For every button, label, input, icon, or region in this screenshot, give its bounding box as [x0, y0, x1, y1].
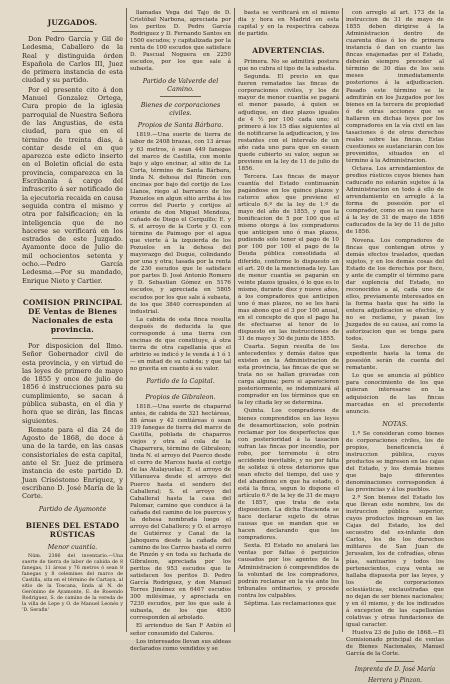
section-heading-juzgados: JUZGADOS. — [47, 18, 98, 27]
paragraph: con arreglo al art. 173 de la instruccion de 31 de mayo de 1855 deben dirigirse á la Administracion dentro de cuarenta días ó los de primera instancia ó dan en cuanto las fincas enajenadas por el Estado, deberán siempre preceder al término de 30 días de los seis meses inmediatamente posteriores á la adjudicacion. Pasado este término se le admitirán en los Juzgados por los bienes en la tercera de propiedad ó de otras acciones que se hallaren en dichas leyes por los compradores en la vía civil en las tasaciones ó de otros derechos reales sobre las fincas. Estas cuestiones se sustanciarán con los prevenidos, situados en el término á la Administracion. — [346, 10, 444, 164]
section-heading-comision: COMISION PRINCIPAL DE Ventas de Bienes Nacionales de esta provincia. — [22, 297, 123, 334]
subheading: Bienes de corporaciones civiles. — [140, 101, 221, 118]
subheading: Menor cuantía. — [47, 542, 98, 551]
paragraph: 1819.—Una suerte de tierra de labor de 2408 brazas, con 13 áreas y 63 metros, ó sean 449 fanegas del marco de Castilla, con monte bajo y algo encinar, al sitio de La Corta, término de Santa Bárbara, linda N. dehesa del Rincón con encinas por bajo del cortijo de Los Llanos, riego al barranco de los Pozuelos en algun sitio arriba á los cerros del Puerto y cortijos al oriente de don Miguel Mendoza, cuñado de Diego el Cerquillo; E. y S. el arroyo de la Corte y O. con término de Paimogo por el agua que vierte á la izquierda de los Pozuelos en la dehesa del mayorazgo del Duque, colindando por una y otra; tasada por la renta de 230 escudos que le satisface por partes D. José Antonio Romero y D. Sebastian Gómez en 5176 escudos, y apreciada en 5805 escudos por los que sale á subasta, de los que 3840 corresponden al industrial. — [130, 132, 231, 315]
subheading-notas: NOTAS. — [382, 419, 408, 428]
paragraph: llamadas Vega del Tajo de D. Cristóbal Narbona, apreciada por los peritos D. Pedro García Rodriguez y D. Fernando Santos en 1500 escudos; y capitalizada por la renta de 100 escudos que satisface D. Pascual Noguera en 2250 escudos, por los que sale á subasta. — [130, 10, 231, 73]
paragraph: 2.ª Son bienes del Estado los que llevan este nombre, los de instruccion pública superior, cuyos productos ingresan en las Cajas del Estado, los del secuestro del ex-infante don Carlos, los de los derechos militares de San Juan de Jerusalen, los de cofradías, obras pías, santuarios y todos los pertenecientes, cuya venta se hallaba dispuesta por las leyes, y los de corporaciones eclesiásticas, exclaustradas que no dejan de ser bienes nacionales; y en él mismo, y de los indicados á excepcion de las capellanías colativas y otras fundaciones de igual caracter. — [346, 495, 444, 628]
printer-imprint: Herrera y Pinzon. — [367, 677, 423, 684]
paragraph: Por disposicion del Ilmo. Señor Gobernador civil de esta provincia, y en virtud de las leyes de primero de mayo de 1855 y once de julio de 1856 é instrucciones para su cumplimiento, se sacan á pública subasta, en el dia y hora que se dirán, las fincas siguientes. — [22, 341, 123, 425]
paragraph: Octava. Los arrendamientos de predios rústicos cuyos bienes han caducado no estarán sujetos á la Administracion en todo á ello de arrendamiento en arreglo á la forma de posesión por el comprador, como en su caso hace á la ley de 31 de mayo de 1856 caducados de la ley de 11 de julio de 1856. — [346, 166, 444, 236]
paragraph: El arrienduo de San F Antón el señor consumido del Caleros. — [130, 623, 231, 637]
paragraph: Huelva 23 de Julio de 1868.—El Comisionado principal de ventas de Bienes Nacionales, Manuel García de la Corte. — [346, 629, 444, 658]
subheading: Propios de Santa Bárbara. — [137, 121, 224, 130]
divider — [160, 388, 201, 389]
column-rule — [234, 8, 235, 632]
paragraph: Sexta. El Estado no anulará las ventas por faltas ó perjuicios causados por los agentes de la Administracion ó comprendidos de la voluntad de los compradores, podrán reclamar en la vía ante los tribunales ordinarios, y procede contra los culpables. — [238, 543, 339, 599]
paragraph: Séptima. Las reclamaciones que — [244, 600, 336, 607]
paragraph: Novena. Los compradores de fincas que contengan otros y demás efectos traslados, quedan sujetos, y en los demás cosas del Estado de los derechos por fisco, y ante de cumplir el término para dar suplencia del Estado, no reconocidos a al, cada uno de ellos, previamente interesados en la forma hasta que ha sido la entera adjudicacion se efectúe, y no se reclame, y pasan los Juzgados de su causa, así como la autorizacion que se tenga para todos. — [346, 237, 444, 343]
paragraph: Núm. 2386 del inventario.—Una suerte de tierra de labor de cabida de 8 fanegas, 11 áreas y 76 metros ó sean 8 fanegas y 8 celemines del marco de Castilla, sita en el término de Cartaya, al sitio de la Toscana, linda al N. de Gerónimo de Ayamonte, E. de Rosendo Rodriguez, S. de camino de la vereda de la villa de Lepe y O. de Manuel Leonés y 'D. Serafin' — [22, 553, 123, 613]
paragraph: Segunda. El precio en que fueren rematados las fincas de corporaciones civiles, y los de mayor de menor cuantía se pagará el menor pasado, á quien se adjudique, en diez plazos iguales de 4 ½ por 100 cada uno; el primero á los 15 días siguientes al de notificarse la adjudicacion, y los restantes con el intervalo de un año cada uno para que en esuen quede cubierto su valor, segun se previene en la ley de 11 de julio de 1856. — [238, 74, 339, 172]
paragraph: 1818.—Una suerte de chaparral antes, de cabida de 321 hectáreas, 88 áreas y 42 centiáreas ó sean 319 fanegas de tierra del marco de Castilla, poblada de chaparros viejos y otra al cola de la Chaparrera, término de Gibraleon; linda N. el arroyo del Puerco desde el cerro de Marcos hasta el cortijo de las Atalayuelas; E. el arroyo de Villanueva desde el arroyo del Puerco hasta el sendero del Caballeral; S. el arroyo del Caballeral hasta la casa del Palomar, camino que conduce á la cañada del camino de los puercos y la dehesa nombrada luego el arroyo del Caballero; y O. el arroyo de Gutiérrez y Canal de la Jaboquera desde la cañada del camino de los Carros hasta el cerro de Pinzón y en toda su fachada de Gibraleon, apreciada por los peritos de 953 escudos que le satisfacen los peritos D. Pedro García Rodriguez, y don Manuel Torres Jiménez en 6467 escudos 300 milésimas, y apreciada en 7230 escudos, por los que sale á subasta, de los que 4830 corresponden al arbolado. — [130, 404, 231, 622]
section-heading-advertencias: ADVERTENCIAS. — [252, 46, 325, 56]
paragraph: Sesta. Los derechos de expediente hasta la toma de posesión serán de cuenta del rematante. — [346, 344, 444, 372]
column-rule — [126, 8, 127, 632]
subheading-bienes: BIENES DEL ESTADO RÚSTICAS — [25, 520, 120, 539]
subheading: Partido de la Capital. — [146, 377, 215, 386]
paragraph: Primera. No se admitirá postura que no cubra el tipo de la subasta. — [238, 59, 339, 73]
paragraph: Tercera. Las fincas de mayor cuantía del Estado continuarán pagándose en los quince plazos y catorce años que previene el artículo 6.º de la ley de 1.º de mayo del año de 1855, y que la bonificacion de 5 por 100 que el mismo otorga á los compradores que anticipen uno ó mas plazos, pudiendo solo tener el pago de 10 por 100 por 100 el pago de la Deuda pública consolidada al diferido, conforme lo dispuesto en el art. 20 de la mencionada ley. Las de menor cuantía se pagarán en veinte plazos iguales, ó lo que es lo mismo, durante diez y nueve años, á los compradores que anticipen uno ó mas plazos, no se les hará mas abono que el 3 por 100 anual, en el concepto de que el pago ha de efectuarse al tenor de lo dispuesto en las instrucciones de 31 de mayo y 30 de junio de 1855. — [238, 173, 339, 343]
column-3 — [238, 10, 339, 630]
paragraph: Lo que se anuncia al público para conocimiento de los que quieran interesarse en la adquisicion de las fincas marcadas en el precedente anuncio. — [346, 373, 444, 415]
column-4 — [346, 10, 444, 684]
paragraph: Quinta. Los compradores de bienes comprendidos en las leyes de desamortizacion, solo podrán reclamar por los desperfectos que con posterioridad á la tasacion sufran las fincas por incendio, por robo, por terremoto ú otro accidente inevitable, y no por falta de solidez ú otros deterioros que sean efecto del tiempo, del uso y del abandono en que ha estado, ó está la finca, segun lo dispone el artículo 6.º de la ley de 31 de mayo de 1857, que trata de esta disposicion. La dicha Hacienda se hace declarar sujeto de otras causas que se mandan que se hacen declarando que los compradores. — [238, 408, 339, 542]
paragraph: La cabida de esta finca resulta después de deducida la que corresponde á una tierra con encinas de que constituye, á otra tierra de otra capellanía que el arbitrio se indicó y le venda á 1 ó 1 — en mitad de su cabida; y que tal no gravita en cuanto á su valor. — [130, 316, 231, 372]
divider — [52, 31, 93, 32]
divider — [160, 96, 201, 97]
paragraph: Cuarta. Segun resulta de los antecedentes y demás datos que existen en la Administracion de esta provincia, las fincas de que se trata no se hallan gravadas con carga alguna; pero si aparecieren posteriormente, se indemnizará al comprador en los términos que en la ley citada ley se determina. — [238, 344, 339, 407]
column-2 — [130, 10, 231, 652]
paragraph: Los interesados llevan sus aldeas declarados como vendidos y se — [130, 638, 231, 652]
divider — [52, 338, 93, 339]
paragraph: Don Pedro García y Gil de Ledesma, Caballero de la Real y distinguida órden Española de Carlos III, Juez de primera instancia de esta ciudad y su partido. — [22, 35, 123, 85]
paragraph: Por el presente cito á don Manuel Gonzalez Ortega, Cura propio de la iglesia parroquial de Nuestra Señora de las Angustias, de esta ciudad, para que en el término de treinta dias, á contar desde el en que aparezca este edicto inserto en el Boletin oficial de esta provincia, comparezca en la Escribanía á cargo del infrascrito á ser notificado de la ejecutoria recaida en causa seguida contra el mismo y otra por falsificacion; en la inteligencia que de no hacerse se verificará en los estrados de este Juzgado. Ayamonte doce de Julio de mil ochocientos setenta y ocho.—Pedro García Ledesma.—Por su mandado, Enrique Nieto y Cartier. — [22, 85, 123, 285]
paragraph: basta se verificará en el mismo dia y hora en Madrid en esta capital y en la respectiva cabeza de partido. — [238, 10, 339, 38]
subheading: Propios de Gibraleon. — [145, 393, 216, 402]
paragraph: Remate para el dia 24 de Agosto de 1868, de doce á una de la tarde, en las casas consistoriales de esta capital, ante el Sr. Juez de primera instancia de este partido D. Juan Crisóstomo Enriquez, y escribano D. José María de la Corte. — [22, 425, 123, 501]
printer-imprint: Imprenta de D. José María — [354, 666, 436, 674]
divider — [376, 661, 414, 662]
divider — [30, 289, 115, 290]
subheading: Partido de Ayamonte — [38, 504, 107, 513]
column-1 — [22, 10, 123, 630]
column-rule — [342, 8, 343, 632]
paragraph: 1.ª Se consideran como bienes de corporaciones civiles, los de propios, beneficencia é instruccion pública, cuyos productos se ingresen en las cajas del Estado, y los demás bienes que bajo diferentes denominaciones corresponden á las provincias y á los pueblos. — [346, 430, 444, 494]
subheading: Partido de Valverde del Camino. — [142, 77, 219, 94]
